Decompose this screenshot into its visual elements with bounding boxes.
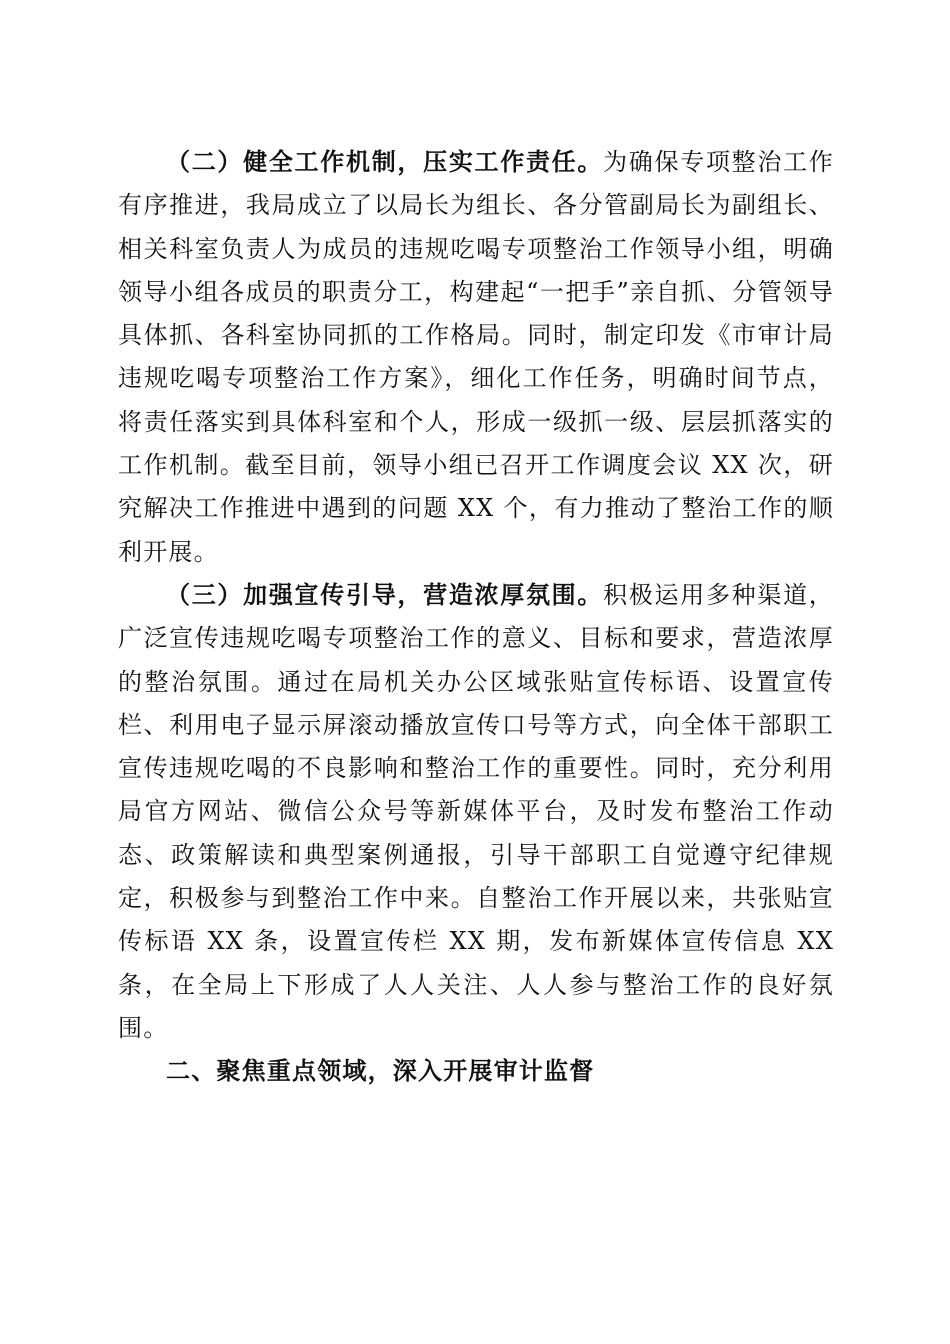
- paragraph-lead: （二）健全工作机制，压实工作责任。: [166, 148, 604, 176]
- paragraph-publicity: [118, 574, 834, 1050]
- document-body: [118, 141, 834, 1094]
- paragraph-text: 积极运用多种渠道，广泛宣传违规吃喝专项整治工作的意义、目标和要求，营造浓厚的整治氛围。通过在局机关办公区域张贴宣传标语、设置宣传栏、利用电子显示屏滚动播放宣传口号等方式，向全体干部职工宣传违规吃喝的不良影响和整治工作的重要性。同时，充分利用局官方网站、微信公众号等新媒体平台，及时发布整治工作动态、政策解读和典型案例通报，引导干部职工自觉遵守纪律规定，积极参与到整治工作中来。自整治工作开展以来，共张贴宣传标语 XX 条，设置宣传栏 XX 期，发布新媒体宣传信息 XX 条，在全局上下形成了人人关注、人人参与整治工作的良好氛围。: [118, 580, 834, 1042]
- paragraph-text: 为确保专项整治工作有序推进，我局成立了以局长为组长、各分管副局长为副组长、相关科室负责人为成员的违规吃喝专项整治工作领导小组，明确领导小组各成员的职责分工，构建起“一把手”亲自抓、分管领导具体抓、各科室协同抓的工作格局。同时，制定印发《市审计局违规吃喝专项整治工作方案》，细化工作任务，明确时间节点，将责任落实到具体科室和个人，形成一级抓一级、层层抓落实的工作机制。截至目前，领导小组已召开工作调度会议 XX 次，研究解决工作推进中遇到的问题 XX 个，有力推动了整治工作的顺利开展。: [118, 148, 834, 566]
- section-heading: 二、聚焦重点领域，深入开展审计监督: [166, 1057, 595, 1086]
- paragraph-lead: （三）加强宣传引导，营造浓厚氛围。: [166, 580, 604, 609]
- paragraph-work-mechanism: [118, 141, 834, 574]
